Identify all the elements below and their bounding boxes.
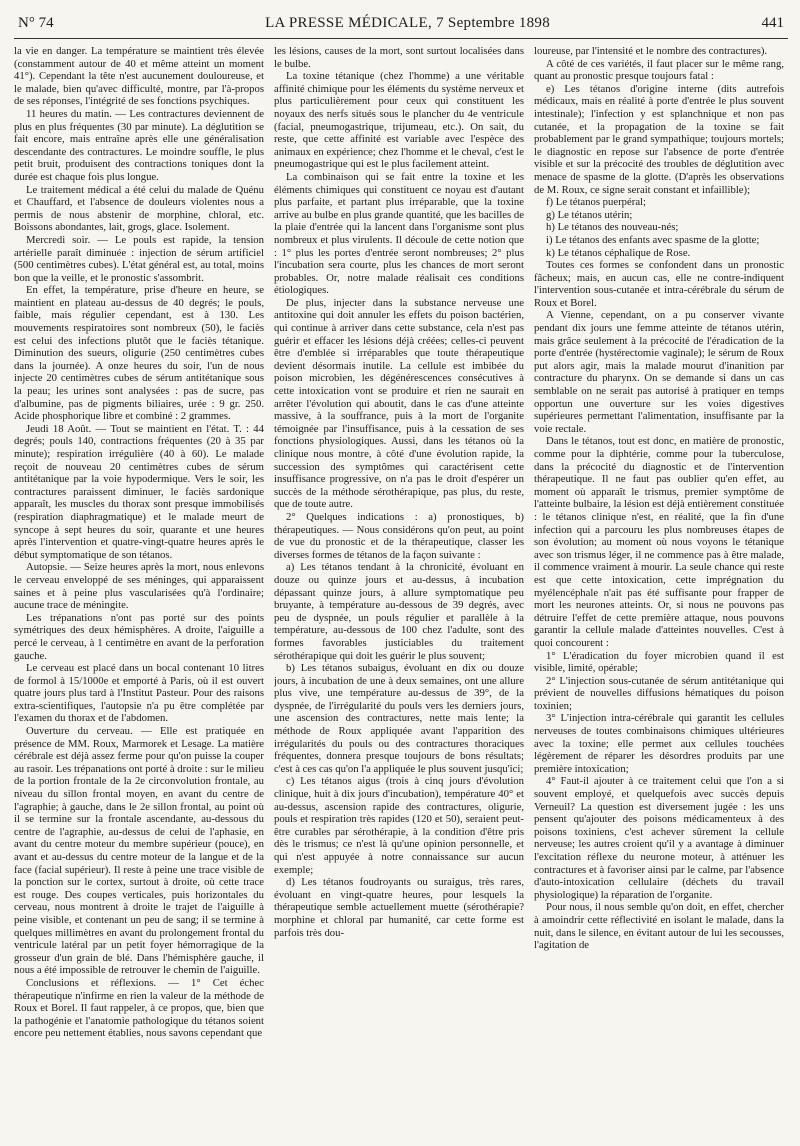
page-header [14, 8, 788, 36]
paragraph: 3° L'injection intra-cérébrale qui garantit les cellules nerveuses de toutes combinaisons chimiques ultérieures avec la toxine; elle permet aux cellules touchées légèrement de réparer les désordres produits par une première intoxication; [534, 712, 784, 775]
paragraph: Jeudi 18 Août. — Tout se maintient en l'état. T. : 44 degrés; pouls 140, contractions fréquentes (20 à 35 par minute); respiration irrégulière (40 à 60). Le malade reçoit de nouveau 20 centimètres cubes de sérum antitétanique par la voie hypodermique. Vers le soir, les contractures paraissent diminuer, le faciès sardonique apparaît, les muscles du thorax sont presque immobilisés (respiration diaphragmatique) et le malade meurt de syncope à sept heures du soir, quarante et une heures après l'intervention et quatre-vingt-quatre heures après le début symptomatique de son tétanos. [14, 422, 264, 561]
paragraph: k) Le tétanos céphalique de Rose. [546, 246, 691, 259]
paragraph: La combinaison qui se fait entre la toxine et les éléments chimiques qui constituent ce noyau est d'autant plus parfaite, et partant plus irréparable, que la toxine arrive au bulbe en plus grande quantité, que les bacilles de la plaie d'entrée qui la lancent dans l'organisme sont plus nombreux et plus virulents. Il découle de cette notion que : 1° plus les portes d'entrée seront nombreuses; 2° plus l'incubation sera courte, plus les chances de mort seront probables. Or, notre malade réalisait ces conditions étiologiques. [274, 170, 524, 297]
paragraph: Mercredi soir. — Le pouls est rapide, la tension artérielle paraît diminuée : injection de sérum artificiel (500 centimètres cubes). L'état général est, au total, moins bon que la veille, et le pronostic s'assombrit. [14, 233, 264, 284]
paragraph: Pour nous, il nous semble qu'on doit, en effet, chercher à amoindrir cette réflectivité en isolant le malade, dans la nuit, dans le silence, en évitant autour de lui les secousses, l'agitation de [534, 901, 784, 952]
paragraph: A côté de ces variétés, il faut placer sur le même rang, quant au pronostic presque toujours fatal : [534, 57, 784, 83]
paragraph: 11 heures du matin. — Les contractures deviennent de plus en plus fréquentes (30 par minute). La déglutition se fait encore, mais entraîne après elle une généralisation descendante des contractures. Le moindre souffle, le plus petit bruit, produisent des contractions toniques dont la durée est chaque fois plus longue. [14, 107, 264, 183]
paragraph: Le traitement médical a été celui du malade de Quénu et Chauffard, et l'absence de douleurs violentes nous a permis de nous abstenir de morphine, chloral, etc. Boissons abondantes, lait, grogs, glace. Isolement. [14, 183, 264, 234]
paragraph: Ouverture du cerveau. — Elle est pratiquée en présence de MM. Roux, Marmorek et Lesage. La matière cérébrale est déjà assez ferme pour qu'on puisse la couper au rasoir. Les trépanations ont porté à droite : sur le milieu de la portion frontale de la 2e circonvolution frontale, au niveau du sillon frontal moyen, en avant du centre de l'agraphie; à gauche, dans le 2e sillon frontal, au point où il se termine sur la frontale ascendante, au-dessous du centre de l'agraphie, au-dessus de celui de l'aphasie, en avant du centre moteur du membre supérieur (pouce), en avant et au-dessus du centre moteur de la langue et de la face (facial supérieur). Il reste à peine une trace visible de la ponction sur le cortex, surtout à droite, où cette trace est rouge. Des coupes verticales, puis horizontales du cerveau, nous montrent à droite le trajet de l'aiguille à peine visible, et contenant un peu de sang; il se termine à quelques millimètres en avant du prolongement frontal du ventricule latéral par un petit foyer hémorragique de la grosseur d'un grain de blé. Dans l'hémisphère gauche, il nous a été impossible de retrouver le chemin de l'aiguille. [14, 725, 264, 977]
paragraph: 4° Faut-il ajouter à ce traitement celui que l'on a si souvent employé, et quelquefois avec succès depuis Verneuil? La question est diversement jugée : les uns pensent qu'ajouter des poisons médicamenteux à des poisons toxiniens, c'est achever sûrement la cellule nerveuse; les autres croient qu'il y a avantage à diminuer l'excitation réflexe du neurone moteur, à atténuer les contractures et à favoriser ainsi par le calme, par l'absence d'auto-intoxication cellulaire (déchets du travail physiologique) la réparation de l'organite. [534, 775, 784, 901]
paragraph: e) Les tétanos d'origine interne (dits autrefois médicaux, mais en réalité à porte d'entrée le plus souvent intestinale); l'infection y est splanchnique et non pas cutanée, et la propagation de la toxine se fait probablement par le grand sympathique; toujours mortels; le diagnostic en repose sur l'absence de porte d'entrée visible et sur la précocité des troubles de déglutition avec menace de spasme de la glotte. (D'après les observations de M. Roux, ce signe serait constant et infaillible); [534, 82, 784, 196]
paragraph: la vie en danger. La température se maintient très élevée (constamment autour de 40 et même atteint un moment 41°). Cependant la tête n'est aucunement douloureuse, et le malade, bien qu'avec difficulté, montre, par l'à-propos de ses réponses, l'intégrité de ses fonctions psychiques. [14, 45, 264, 108]
paragraph: A Vienne, cependant, on a pu conserver vivante pendant dix jours une femme atteinte de tétanos utérin, mais grâce seulement à la précocité de l'éradication de la porte d'entrée (hystérectomie vaginale); le sérum de Roux put alors agir, mais la malade mourut d'inanition par contracture du pharynx. On se demande si dans un cas semblable on ne serait pas autorisé à pratiquer en temps opportun une ouverture sur les voies digestives supérieures permettant l'alimentation, insuffisante par la voie rectale. [534, 309, 784, 435]
article-columns [14, 45, 788, 1145]
issue-number: N° 74 [18, 15, 54, 31]
paragraph: De plus, injecter dans la substance nerveuse une antitoxine qui doit annuler les effets du poison bactérien, qui continue à arriver dans cette substance, cela n'est pas guérir et effacer les lésions déjà créées; celles-ci peuvent être d'emblée si irréparables que toute thérapeutique devient désormais inutile. La cellule est imbibée du poison microbien, les dégénérescences consécutives à cette intoxication vont se produire et rien ne saurait en arrêter l'évolution qui aboutit, dans le cas d'une atteinte massive, à la souffrance, puis à la mort de l'organite témoignée par l'insuffisance, puis à la cessation de ses fonctions physiologiques. Aussi, dans les tétanos où la clinique nous montre, à côté d'une évolution rapide, la succession des symptômes qui caractérisent cette insuffisance progressive, on n'a pas le droit d'espérer un succès de la méthode sérothérapique, pas plus, du reste, que de toute autre. [274, 296, 524, 511]
paragraph: les lésions, causes de la mort, sont surtout localisées dans le bulbe. [274, 45, 524, 70]
paragraph: Le cerveau est placé dans un bocal contenant 10 litres de formol à 15/1000e et emporté à Paris, où il est ouvert quatre jours plus tard à l'Institut Pasteur. Pour des raisons extra-scientifiques, l'autopsie n'a pu être complétée par l'examen du thorax et de l'abdomen. [14, 662, 264, 725]
column-left [14, 45, 264, 1145]
paragraph: Autopsie. — Seize heures après la mort, nous enlevons le cerveau enveloppé de ses méninges, qui apparaissent saines et à peine plus vascularisées qu'à l'ordinaire; aucune trace de méningite. [14, 561, 264, 612]
paragraph: En effet, la température, prise d'heure en heure, se maintient en plateau au-dessus de 40 degrés; le pouls, faible, mais régulier cependant, est à 130. Les mouvements respiratoires sont nombreux (50), le faciès est celui des infections plutôt que le faciès tétanique. Diminution des sueurs, oligurie (250 centimètres cubes dans la journée). A onze heures du soir, l'un de nous injecte 20 centimètres cubes de sérum antitétanique sous la peau; les urines sont analysées : pas de sucre, pas d'albumine, pas de pigments biliaires, urée : 9 gr. 250. Acide phosphorique libre et combiné : 2 grammes. [14, 284, 264, 423]
paragraph: loureuse, par l'intensité et le nombre des contractures). [534, 45, 768, 57]
paragraph: g) Le tétanos utérin; [546, 208, 633, 221]
header-rule [14, 38, 788, 39]
column-right [534, 45, 784, 1145]
paragraph: d) Les tétanos foudroyants ou suraigus, très rares, évoluant en vingt-quatre heures, pour lesquels la thérapeutique semble actuellement muette (sérothérapie? morphine et chloral par humanité, car cette forme est parfois très dou- [274, 876, 524, 939]
paragraph: La toxine tétanique (chez l'homme) a une véritable affinité chimique pour les éléments du système nerveux et plus particulièrement pour ceux qui constituent les noyaux des nerfs situés sous le plancher du 4e ventricule (facial, pneumogastrique, trijumeau, etc.). On sait, du reste, que cette affinité est variable avec l'espèce des animaux en expérience; chez l'homme et le cheval, c'est le pneumogastrique qui est le plus facilement atteint. [274, 70, 524, 171]
paragraph: Dans le tétanos, tout est donc, en matière de pronostic, comme pour la diphtérie, comme pour la tuberculose, dans la précocité du diagnostic et de l'intervention thérapeutique. Il ne faut pas oublier qu'en effet, au moment où apparaît le trismus, premier symptôme de l'atteinte bulbaire, la lésion est déjà entièrement constituée : le tétanos clinique n'est, en réalité, que la fin d'une infection qui a parcouru les plus nombreuses étapes de son évolution; au moment où nous voyons le tétanique avec son trismus léger, il ne commence pas à être malade, il commence vraiment à mourir. La seule chance qui reste est que cette intoxication, cette imprégnation du myélencéphale n'ait pas été suffisante pour frapper de mort les neurones atteints. Or, si nous ne pouvons pas détruire l'effet de cette première attaque, nous pouvons garantir la cellule malade d'atteintes nouvelles. C'est à quoi concourent : [534, 435, 784, 649]
column-middle [274, 45, 524, 1145]
paragraph: 1° L'éradication du foyer microbien quand il est visible, limité, opérable; [534, 649, 784, 675]
paragraph: f) Le tétanos puerpéral; [546, 196, 646, 209]
paragraph: Toutes ces formes se confondent dans un pronostic fâcheux; mais, en aucun cas, elle ne contre-indiquent l'intervention sous-cutanée et intra-cérébrale du sérum de Roux et Borel. [534, 259, 784, 309]
paragraph: 2° L'injection sous-cutanée de sérum antitétanique qui prévient de nouvelles diffusions hématiques du poison toxinien; [534, 674, 784, 712]
paragraph: c) Les tétanos aigus (trois à cinq jours d'évolution clinique, huit à dix jours d'incubation), température 40° et au-dessus, ascension rapide des contractures, oligurie, pouls et respiration très rapides (120 et 50), seraient peut-être curables par sérothérapie, à la condition d'être pris dès le trismus; ce n'est là qu'une opinion personnelle, et qui n'est appuyée à notre connaissance sur aucun exemple; [274, 775, 524, 876]
paragraph: Les trépanations n'ont pas porté sur des points symétriques des deux hémisphères. A droite, l'aiguille a percé le cerveau, à 1 centimètre en avant de la perforation gauche. [14, 611, 264, 662]
paragraph: i) Le tétanos des enfants avec spasme de la glotte; [546, 233, 760, 246]
paragraph: Conclusions et réflexions. — 1° Cet échec thérapeutique n'infirme en rien la valeur de la méthode de Roux et Borel. Il faut rappeler, à ce propos, que, bien que la pathogénie et l'anatomie pathologique du tétanos soient encore peu nettement établies, nous savons cependant que [14, 976, 264, 1040]
journal-title: LA PRESSE MÉDICALE, 7 Septembre 1898 [265, 15, 551, 31]
page-number: 441 [761, 15, 784, 31]
paragraph: b) Les tétanos subaigus, évoluant en dix ou douze jours, à incubation de une à deux semaines, ont une allure plus vive, une température au-dessus de 39°, de la dyspnée, de l'irrégularité du pouls vers les derniers jours, une ascension des contractures, nette mais lente; la méthode de Roux appliquée avant l'apparition des irrégularités du pouls ou des contractures thoraciques fréquentes, donnera presque toujours de bons résultats; c'est à ces cas qu'on l'a appliquée le plus souvent jusqu'ici; [274, 662, 524, 775]
paragraph: 2° Quelques indications : a) pronostiques, b) thérapeutiques. — Nous considérons qu'on peut, au point de vue du pronostic et de la thérapeutique, classer les diverses formes de tétanos de la façon suivante : [274, 510, 524, 561]
paragraph: a) Les tétanos tendant à la chronicité, évoluant en douze ou quinze jours et au-dessus, à incubation dépassant quinze jours, à allure symptomatique peu bruyante, à température au-dessous de 39 degrés, avec peu de dyspnée, un pouls régulier et parallèle à la température, au-dessous de 100 chez l'adulte, sont des formes favorables justiciables du traitement sérothérapique qui doit les guérir le plus souvent; [274, 561, 524, 662]
paragraph: h) Le tétanos des nouveau-nés; [546, 221, 679, 234]
